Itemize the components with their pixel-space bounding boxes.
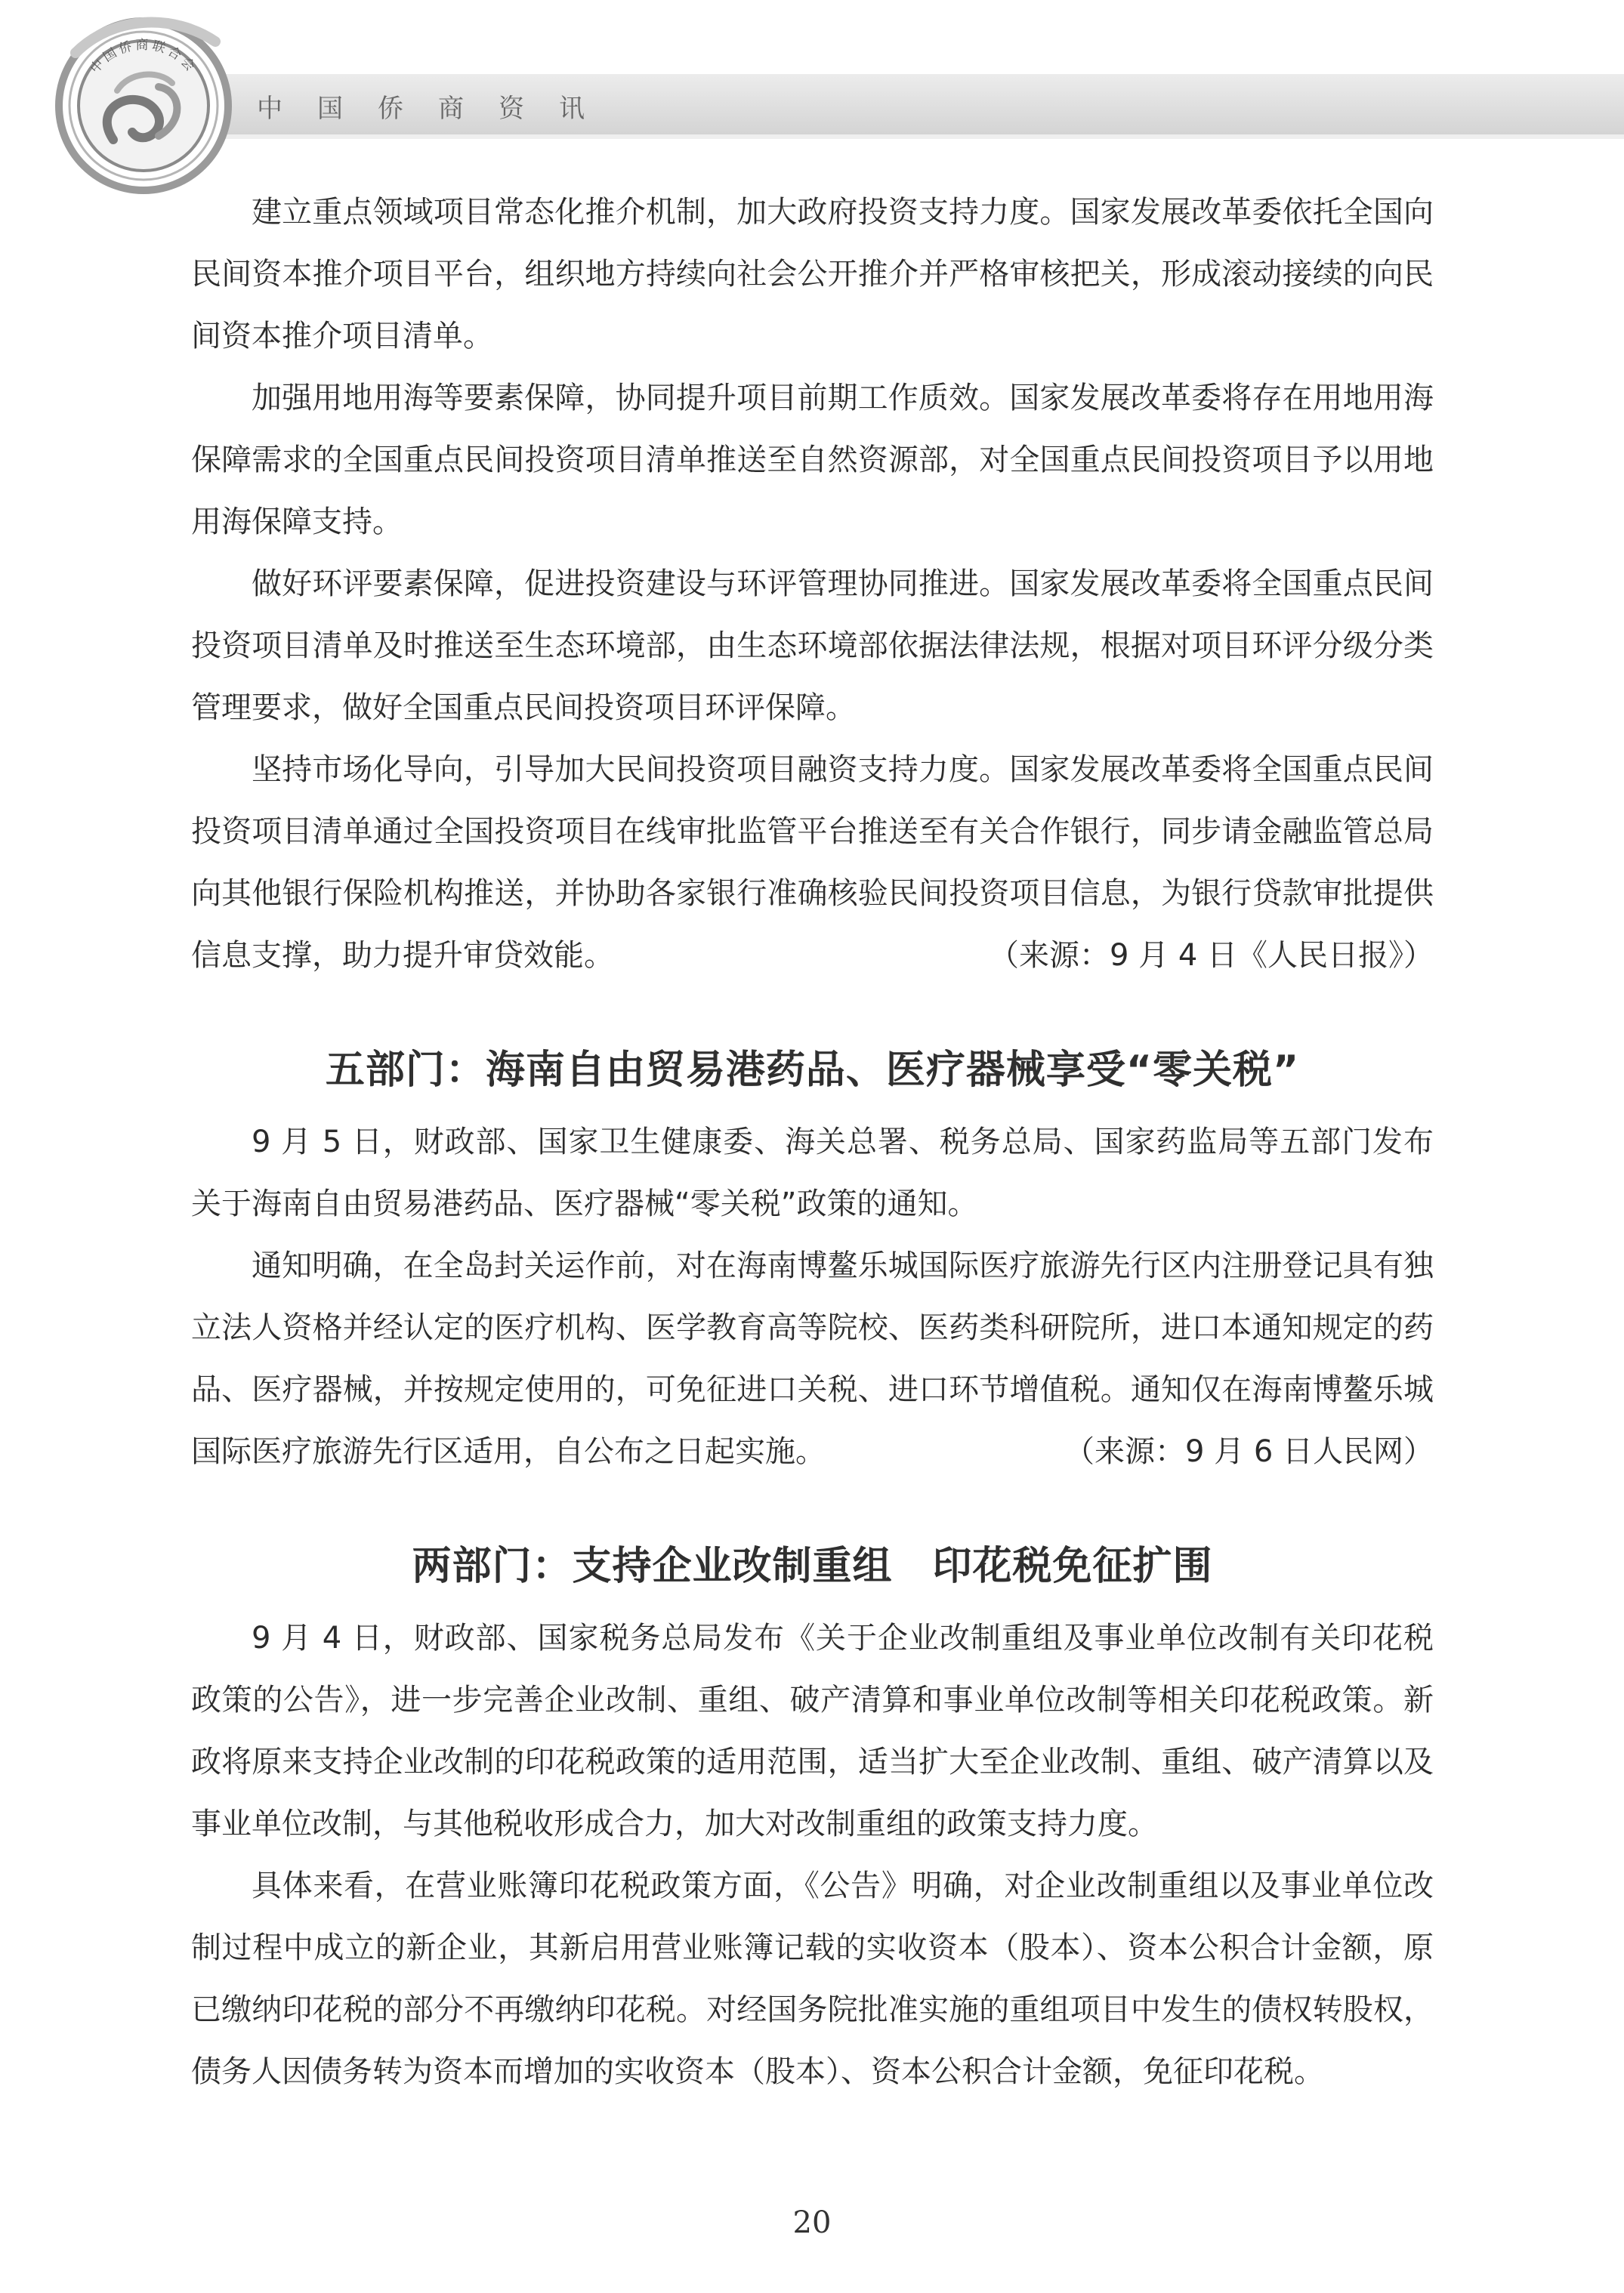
article2-paragraph-1: 9 月 5 日，财政部、国家卫生健康委、海关总署、税务总局、国家药监局等五部门发布关于海南自由贸易港药品、医疗器械“零关税”政策的通知。 xyxy=(191,1125,1434,1221)
article1-paragraph-2: 加强用地用海等要素保障，协同提升项目前期工作质效。国家发展改革委将存在用地用海保障需求的全国重点民间投资项目清单推送至自然资源部，对全国重点民间投资项目予以用地用海保障支持。 xyxy=(191,381,1434,539)
organization-logo xyxy=(45,8,242,204)
page-content xyxy=(191,181,1434,2103)
publication-title: 中国侨商资讯 xyxy=(257,94,619,124)
article2-paragraph-2-text: 通知明确，在全岛封关运作前，对在海南博鳌乐城国际医疗旅游先行区内注册登记具有独立法人资格并经认定的医疗机构、医学教育高等院校、医药类科研院所，进口本通知规定的药品、医疗器械，并按规定使用的，可免征进口关税、进口环节增值税。通知仅在海南博鳌乐城国际医疗旅游先行区适用，自公布之日起实施。 xyxy=(191,1248,1434,1469)
article3-paragraph-2: 具体来看，在营业账簿印花税政策方面，《公告》明确，对企业改制重组以及事业单位改制过程中成立的新企业，其新启用营业账簿记载的实收资本（股本）、资本公积合计金额，原已缴纳印花税的部分不再缴纳印花税。对经国务院批准实施的重组项目中发生的债权转股权，债务人因债务转为资本而增加的实收资本（股本）、资本公积合计金额，免征印花税。 xyxy=(191,1869,1434,2089)
article1-paragraph-4-text: 坚持市场化导向，引导加大民间投资项目融资支持力度。国家发展改革委将全国重点民间投资项目清单通过全国投资项目在线审批监管平台推送至有关合作银行，同步请金融监管总局向其他银行保险机构推送，并协助各家银行准确核验民间投资项目信息，为银行贷款审批提供信息支撑，助力提升审贷效能。 xyxy=(191,752,1434,973)
article1-paragraph-4 xyxy=(191,739,1434,986)
article1-source: （来源：9 月 4 日《人民日报》） xyxy=(988,938,1434,973)
logo-lettering: 中国侨商联合会 xyxy=(87,37,200,77)
article2-source: （来源：9 月 6 日人民网） xyxy=(1064,1434,1434,1469)
article3-title: 两部门：支持企业改制重组 印花税免征扩围 xyxy=(412,1544,1213,1589)
article1-paragraph-1: 建立重点领域项目常态化推介机制，加大政府投资支持力度。国家发展改革委依托全国向民间资本推介项目平台，组织地方持续向社会公开推介并严格审核把关，形成滚动接续的向民间资本推介项目清单。 xyxy=(191,195,1434,353)
article2-paragraph-2 xyxy=(191,1235,1434,1483)
article2-title: 五部门：海南自由贸易港药品、医疗器械享受“零关税” xyxy=(325,1048,1300,1093)
page-number: 20 xyxy=(792,2205,832,2240)
article1-paragraph-3: 做好环评要素保障，促进投资建设与环评管理协同推进。国家发展改革委将全国重点民间投资项目清单及时推送至生态环境部，由生态环境部依据法律法规，根据对项目环评分级分类管理要求，做好全国重点民间投资项目环评保障。 xyxy=(191,566,1434,725)
article3-paragraph-1: 9 月 4 日，财政部、国家税务总局发布《关于企业改制重组及事业单位改制有关印花税政策的公告》，进一步完善企业改制、重组、破产清算和事业单位改制等相关印花税政策。新政将原来支持企业改制的印花税政策的适用范围，适当扩大至企业改制、重组、破产清算以及事业单位改制，与其他税收形成合力，加大对改制重组的政策支持力度。 xyxy=(191,1621,1434,1841)
